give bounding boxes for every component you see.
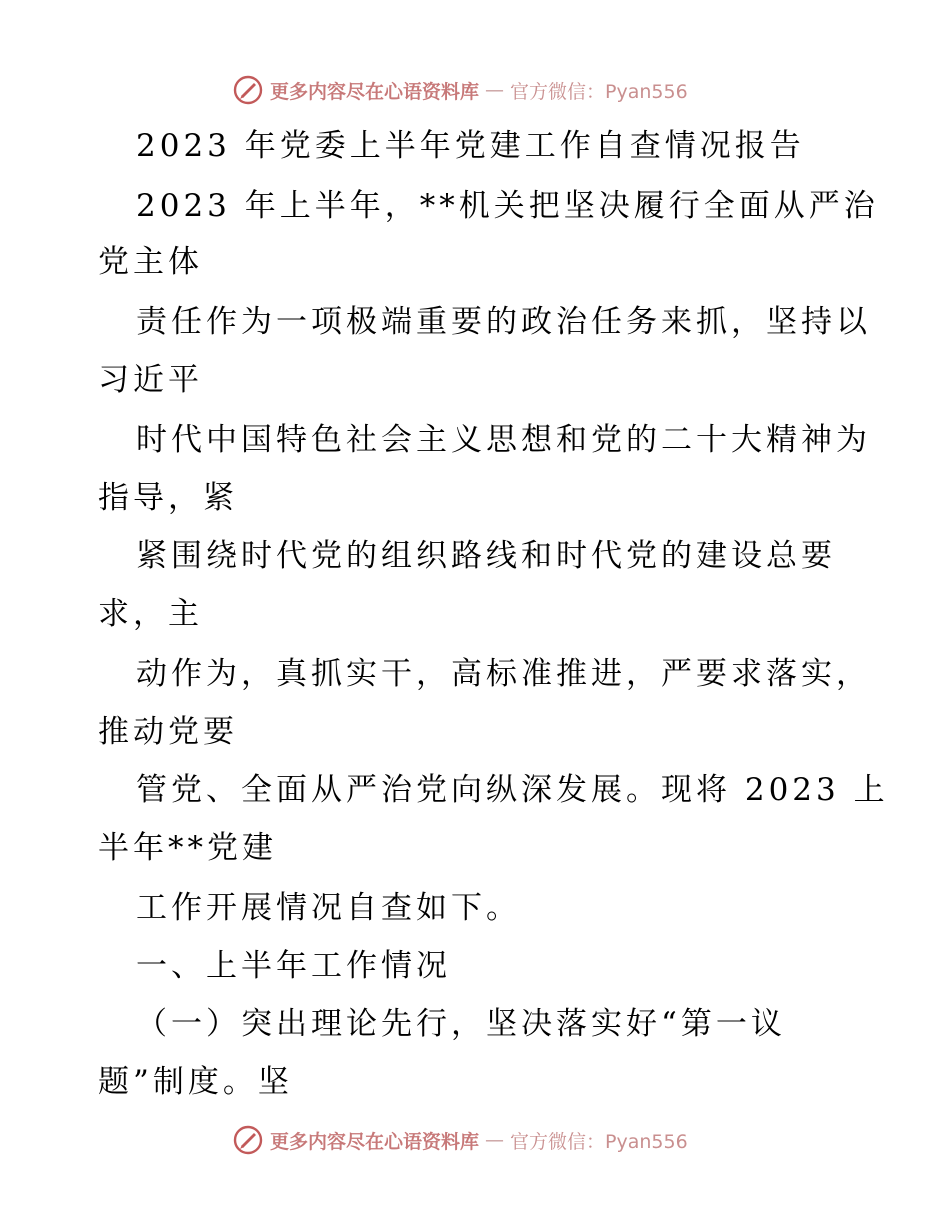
paragraph-line: 习近平 [98, 362, 203, 398]
paragraph-line: 管党、全面从严治党向纵深发展。现将 2023 上 [136, 772, 889, 808]
paragraph-line: 2023 年上半年，**机关把坚决履行全面从严治 [136, 188, 879, 224]
paragraph-line: 时代中国特色社会主义思想和党的二十大精神为 [136, 422, 871, 458]
watermark-site-text: 更多内容尽在心语资料库 [270, 1130, 480, 1153]
paragraph-line: 工作开展情况自查如下。 [136, 890, 521, 926]
watermark-footer [232, 1122, 688, 1158]
document-title: 2023 年党委上半年党建工作自查情况报告 [136, 128, 805, 164]
paragraph-line: 党主体 [98, 244, 203, 280]
paragraph-line: 责任作为一项极端重要的政治任务来抓，坚持以 [136, 304, 871, 340]
watermark-wechat-text: 官方微信：Pyan556 [510, 1130, 688, 1153]
watermark-site-text: 更多内容尽在心语资料库 [270, 80, 480, 103]
paragraph-line: 求，主 [98, 596, 203, 632]
paragraph-line: 动作为，真抓实干，高标准推进，严要求落实， [136, 656, 871, 692]
watermark-dash: — [485, 1129, 505, 1151]
paragraph-line: 推动党要 [98, 714, 238, 750]
paragraph-line: 题”制度。坚 [98, 1064, 293, 1100]
watermark-wechat-text: 官方微信：Pyan556 [510, 80, 688, 103]
paragraph-line: 指导，紧 [98, 480, 238, 516]
brand-logo-icon [232, 1124, 264, 1156]
paragraph-line: 半年**党建 [98, 830, 277, 866]
subsection-heading: （一）突出理论先行，坚决落实好“第一议 [136, 1006, 786, 1042]
section-heading: 一、上半年工作情况 [136, 948, 451, 984]
paragraph-line: 紧围绕时代党的组织路线和时代党的建设总要 [136, 538, 836, 574]
watermark-dash: — [485, 79, 505, 101]
